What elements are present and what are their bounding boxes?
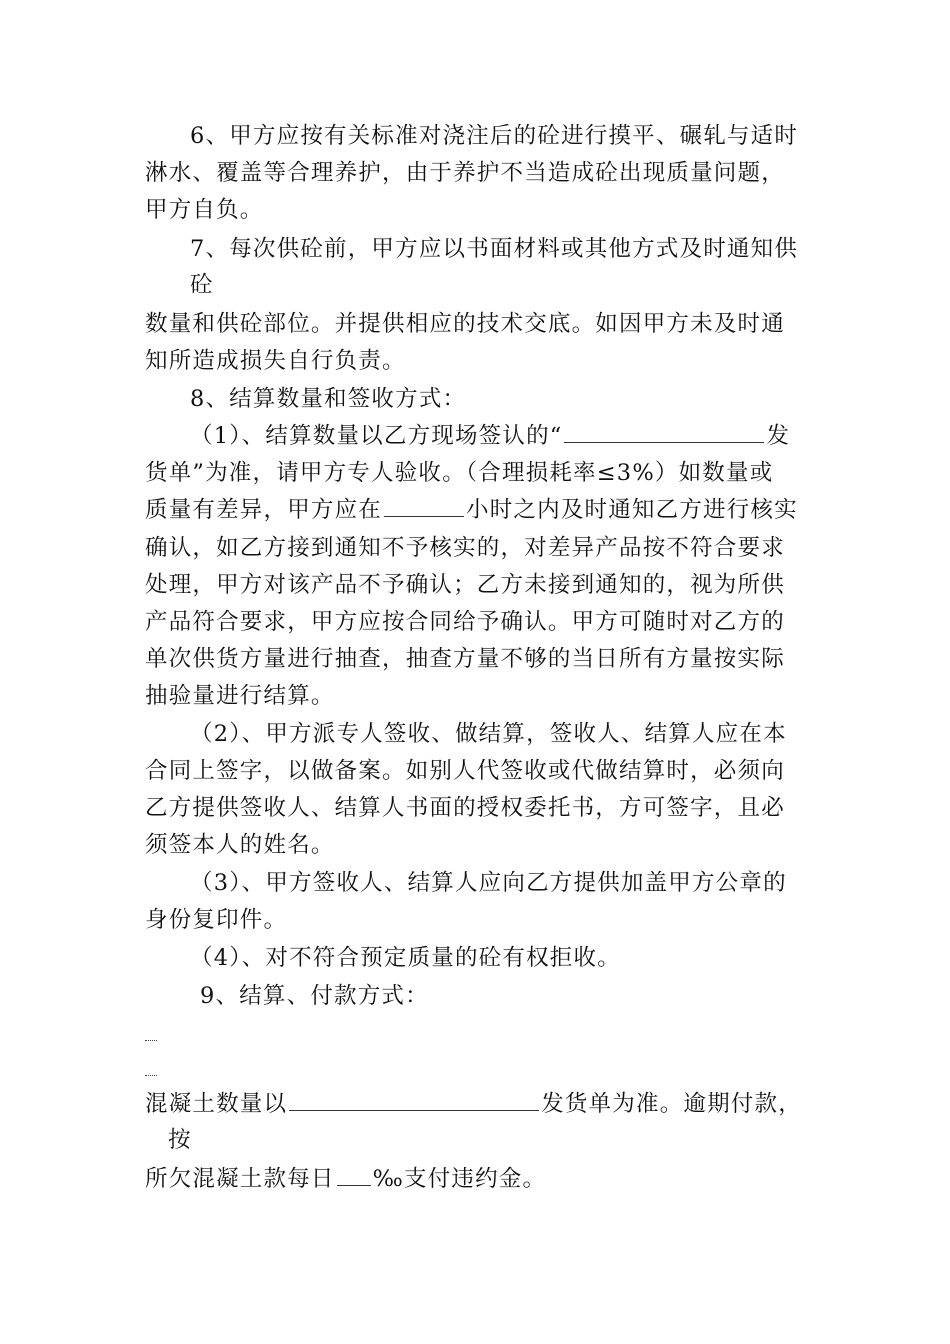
paragraph-8-1-line-5: 处理，甲方对该产品不予确认；乙方未接到通知的，视为所供 xyxy=(145,572,785,598)
text-segment: 发货单为准。逾期付款， xyxy=(541,1091,802,1117)
paragraph-8-1-line-8: 抽验量进行结算。 xyxy=(145,683,335,709)
paragraph-7-line-1: 7、每次供砼前，甲方应以书面材料或其他方式及时通知供 xyxy=(190,236,799,262)
text-segment: （1）、结算数量以乙方现场签认的“ xyxy=(190,423,563,449)
paragraph-8-2-line-2: 合同上签字，以做备案。如别人代签收或代做结算时，必须向 xyxy=(145,758,785,784)
paragraph-6-line-3: 甲方自负。 xyxy=(145,197,264,223)
fill-in-blank xyxy=(564,420,764,443)
paragraph-8-2-line-4: 须签本人的姓名。 xyxy=(145,832,335,858)
text-segment: 混凝土数量以 xyxy=(145,1091,288,1117)
paragraph-8-heading: 8、结算数量和签收方式： xyxy=(190,386,467,412)
paragraph-7-line-4: 知所造成损失自行负责。 xyxy=(145,348,406,374)
paragraph-8-1-line-3 xyxy=(145,492,798,528)
paragraph-8-1-line-6: 产品符合要求，甲方应按合同给予确认。甲方可随时对乙方的 xyxy=(145,609,785,635)
paragraph-7-line-3: 数量和供砼部位。并提供相应的技术交底。如因甲方未及时通 xyxy=(145,311,785,337)
fill-in-blank xyxy=(337,1163,371,1186)
paragraph-7-line-2: 砼 xyxy=(190,272,214,298)
paragraph-8-2-line-3: 乙方提供签收人、结算人书面的授权委托书，方可签字，且必 xyxy=(145,795,785,821)
paragraph-8-1-line-4: 确认，如乙方接到通知不予核实的，对差异产品按不符合要求 xyxy=(145,535,785,561)
dotted-mark xyxy=(145,1071,157,1076)
text-segment: 所欠混凝土款每日 xyxy=(145,1166,335,1192)
dotted-mark xyxy=(145,1036,157,1041)
text-segment: 质量有差异，甲方应在 xyxy=(145,497,383,523)
paragraph-8-1-line-1 xyxy=(190,418,790,454)
paragraph-9-heading: 9、结算、付款方式： xyxy=(200,983,429,1009)
fill-in-blank xyxy=(289,1088,539,1111)
paragraph-8-4: （4）、对不符合预定质量的砼有权拒收。 xyxy=(190,945,621,971)
paragraph-8-3-line-2: 身份复印件。 xyxy=(145,907,288,933)
paragraph-9-line-2: 按 xyxy=(168,1127,192,1153)
paragraph-8-1-line-7: 单次供货方量进行抽查，抽查方量不够的当日所有方量按实际 xyxy=(145,646,785,672)
paragraph-6-line-2: 淋水、覆盖等合理养护，由于养护不当造成砼出现质量问题， xyxy=(145,160,785,186)
paragraph-8-3-line-1: （3）、甲方签收人、结算人应向乙方提供加盖甲方公章的 xyxy=(190,870,787,896)
paragraph-9-line-3 xyxy=(145,1161,546,1197)
text-segment: 小时之内及时通知乙方进行核实 xyxy=(466,497,798,523)
paragraph-9-line-1 xyxy=(145,1086,802,1122)
paragraph-6-line-1: 6、甲方应按有关标准对浇注后的砼进行摸平、碾轧与适时 xyxy=(190,123,799,149)
text-segment: 发 xyxy=(766,423,791,449)
paragraph-8-1-line-2: 货单”为准，请甲方专人验收。（合理损耗率≤3%）如数量或 xyxy=(145,460,774,486)
fill-in-blank xyxy=(384,494,464,517)
text-segment: ‰支付违约金。 xyxy=(372,1166,547,1192)
paragraph-8-2-line-1: （2）、甲方派专人签收、做结算，签收人、结算人应在本 xyxy=(190,721,787,747)
